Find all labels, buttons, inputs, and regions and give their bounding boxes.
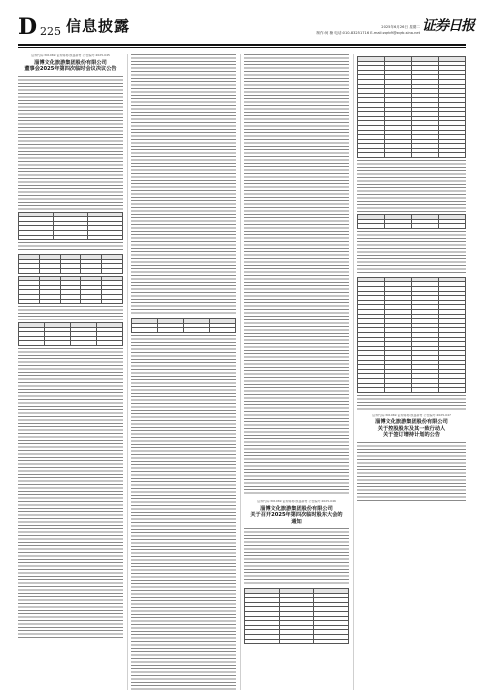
- article-title-line-2: 通知: [291, 518, 302, 525]
- data-table: [131, 318, 236, 333]
- article-company: 淄博文化旅游集团股份有限公司: [260, 505, 333, 512]
- masthead-rule-thin: [18, 47, 466, 48]
- article-body-text: [357, 160, 466, 212]
- article-body-text: [244, 54, 349, 496]
- article-body-text: [357, 395, 466, 411]
- data-table: [18, 212, 123, 241]
- article-header: [18, 54, 123, 73]
- article-header: [357, 414, 466, 439]
- column-divider: [240, 54, 241, 690]
- article-body-text: [18, 242, 123, 252]
- newspaper-logo: 证券日报: [422, 18, 474, 34]
- column-divider: [353, 54, 354, 690]
- article-code-line: 证券代码:301069 证券简称:凯盛新材 公告编号:2025-045: [31, 54, 110, 57]
- article-body-text: [18, 348, 123, 638]
- data-table: [18, 276, 123, 305]
- masthead-rule-thick: [18, 44, 466, 46]
- data-table: [244, 588, 349, 644]
- article-title-line-1: 关于召开2025年第四次临时股东大会的: [250, 512, 343, 519]
- column-4: [357, 54, 466, 690]
- data-table: [357, 214, 466, 229]
- data-table: [357, 56, 466, 158]
- article-body-text: [131, 335, 236, 691]
- article-body-text: [357, 442, 466, 502]
- article-body-text: [357, 231, 466, 275]
- article-body-text: [244, 528, 349, 586]
- data-table: [18, 322, 123, 346]
- column-2: [131, 54, 236, 690]
- article-body-text: [131, 54, 236, 316]
- article-code-line: 证券代码:301069 证券简称:凯盛新材 公告编号:2025-047: [372, 413, 451, 417]
- data-table: [357, 277, 466, 393]
- article-company: 淄博文化旅游集团股份有限公司: [34, 59, 107, 66]
- section-title: 信息披露: [66, 17, 131, 35]
- column-1: [18, 54, 123, 690]
- article-code-line: 证券代码:301069 证券简称:凯盛新材 公告编号:2025-046: [257, 500, 336, 503]
- page-number: 225: [40, 25, 61, 38]
- article-header: [244, 500, 349, 525]
- column-3: [244, 54, 349, 690]
- masthead: [0, 0, 484, 48]
- article-body-text: [18, 76, 123, 210]
- column-divider: [127, 54, 128, 690]
- data-table: [18, 254, 123, 273]
- article-body-text: [18, 306, 123, 320]
- article-title-line-1: 关于控股股东及其一致行动人: [377, 425, 446, 432]
- editor-contact: 制作:何 楠 电话:010-83251716 E-mail:zqrb9@zqrb.sina.net: [316, 31, 420, 35]
- article-title: 董事会2025年第四次临时会议决议公告: [24, 66, 117, 73]
- article-title-line-2: 关于签订增持计划的公告: [382, 432, 441, 439]
- article-company: 淄博文化旅游集团股份有限公司: [375, 419, 448, 426]
- issue-date: 2025年6月26日 星期二: [381, 25, 420, 29]
- page-letter: D: [18, 14, 38, 40]
